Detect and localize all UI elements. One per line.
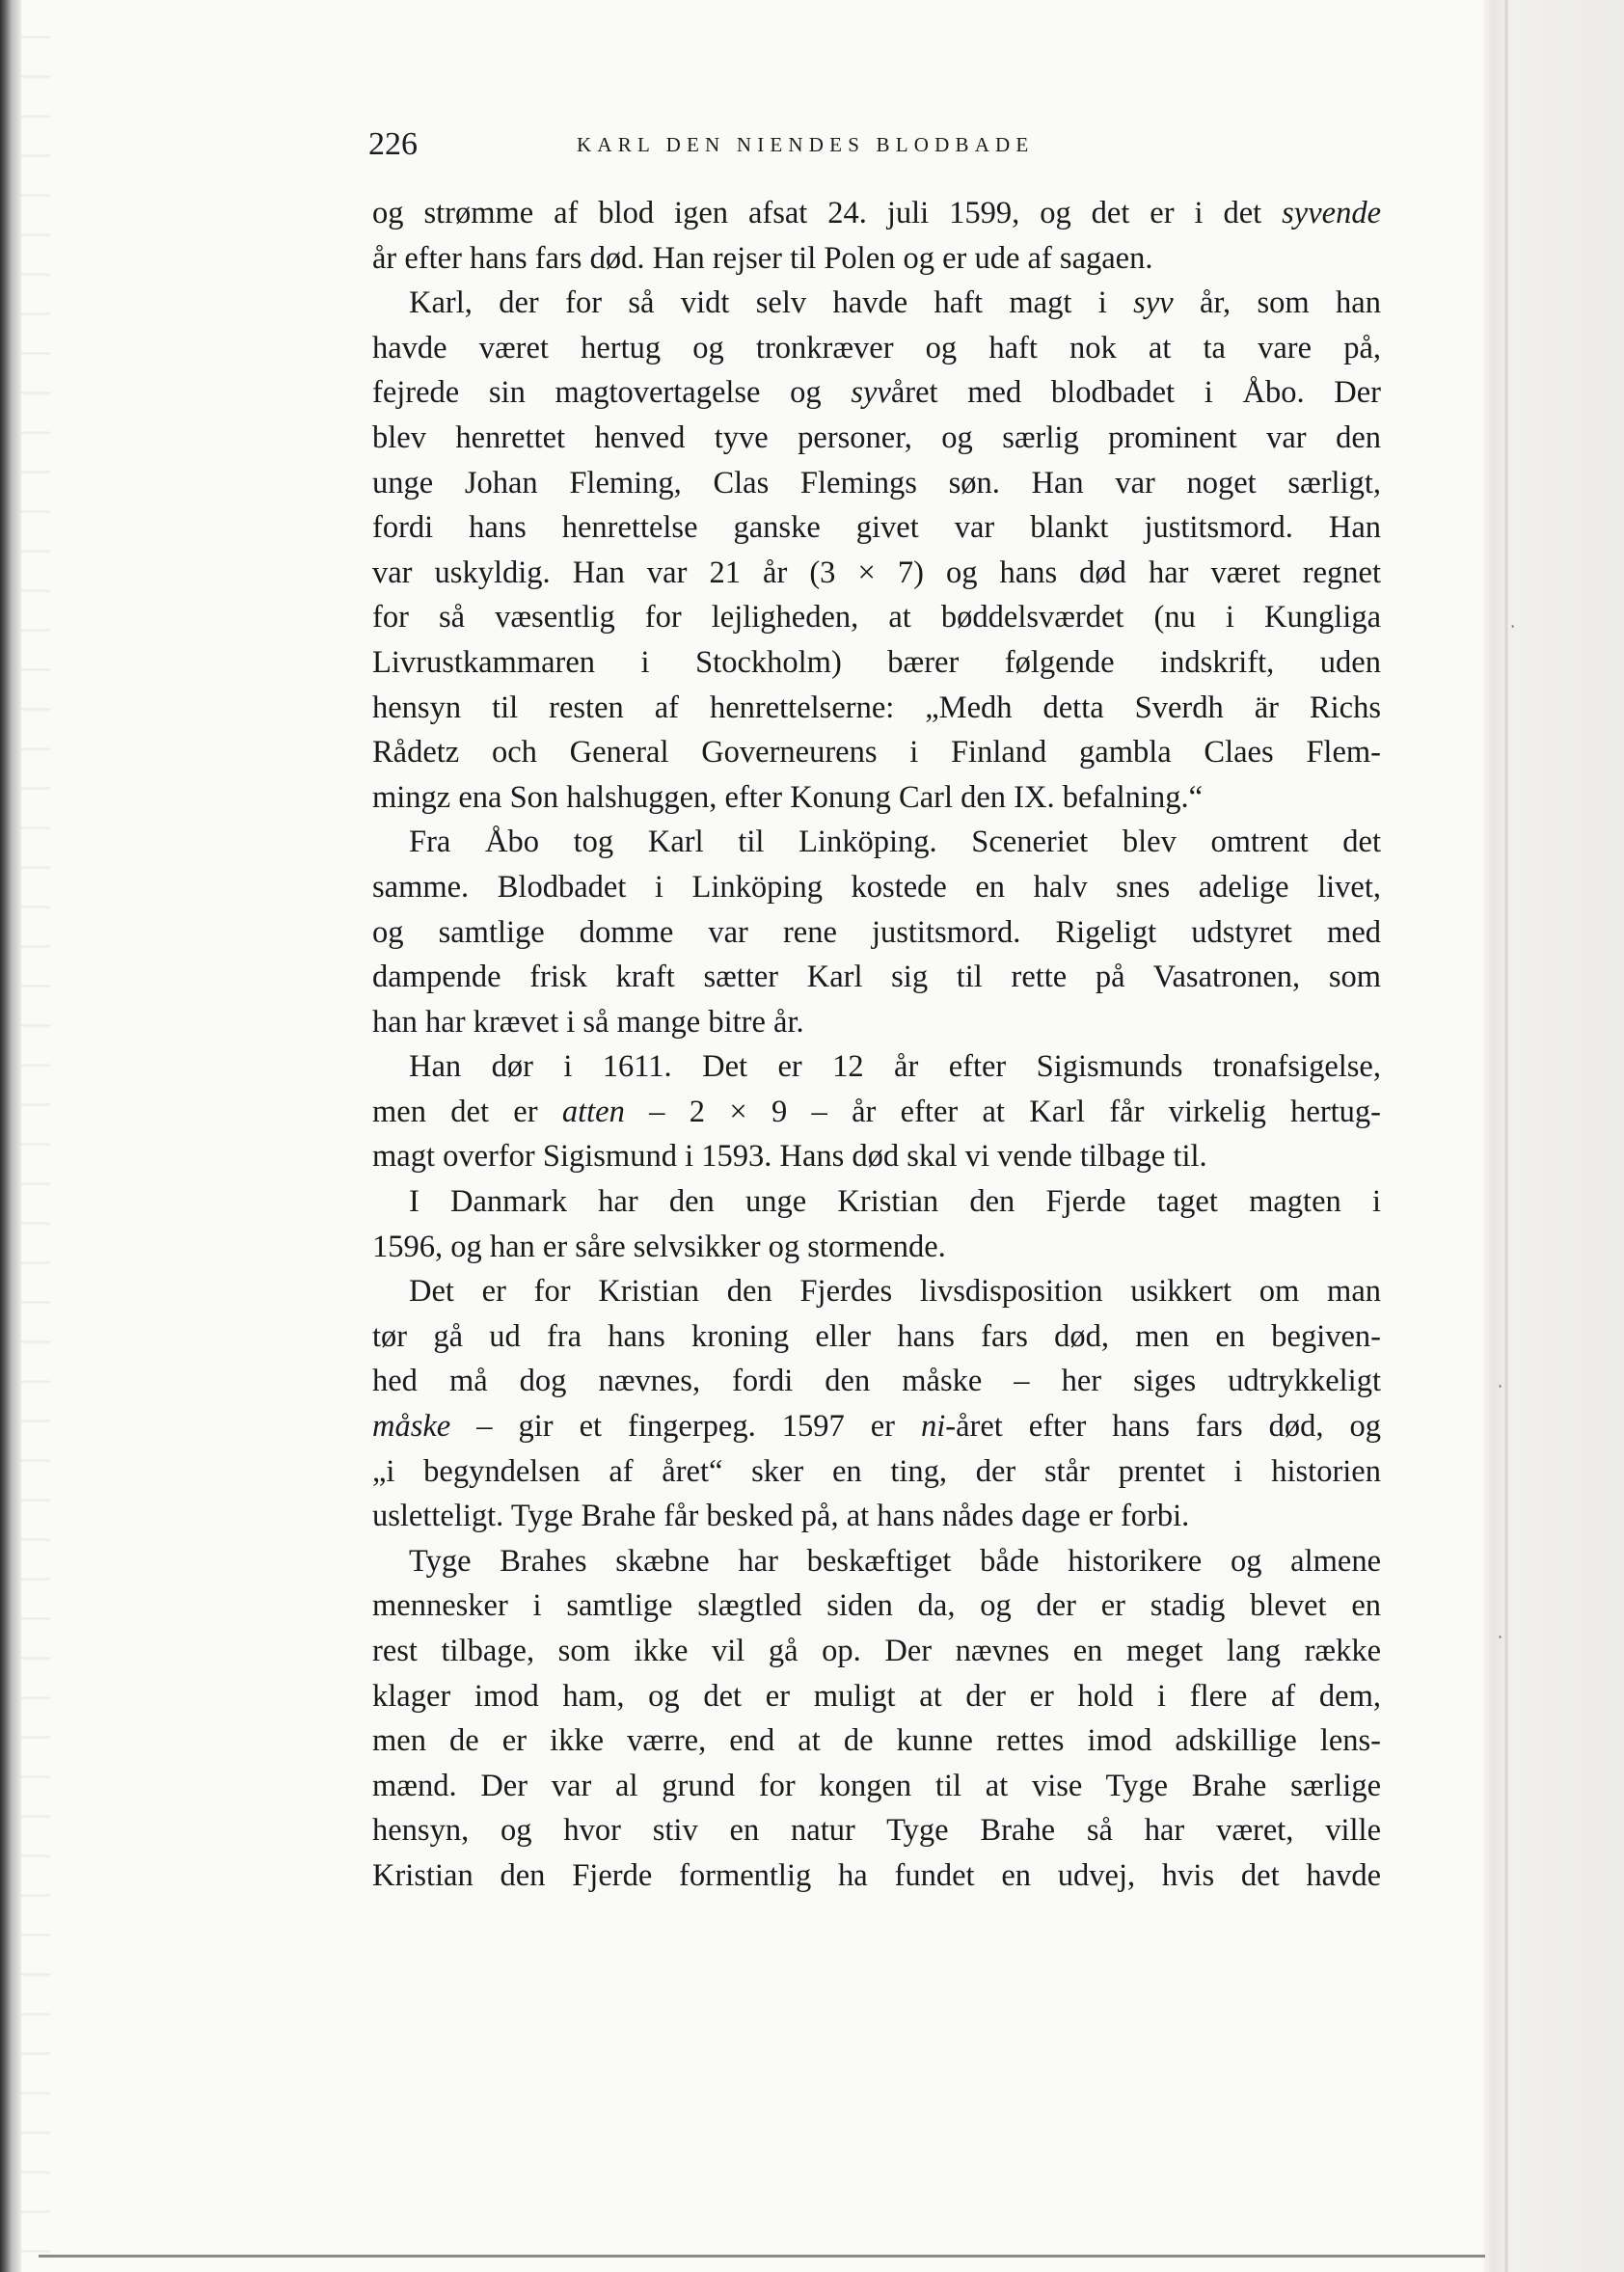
italic-text: atten (561, 1094, 625, 1129)
text-line (372, 1583, 1381, 1629)
italic-text: ni (920, 1409, 946, 1445)
text-run: „i begyndelsen af året“ sker en ting, der står prentet i historien (372, 1453, 1381, 1489)
text-run: 1596, og han er såre selvsikker og stormende. (372, 1229, 946, 1264)
text-line (372, 1359, 1381, 1404)
text-run: uslettеligt. Tyge Brahe får besked på, at hans nådes dage er forbi. (372, 1499, 1190, 1534)
text-run: og samtlige domme var rene justitsmord. Rigeligt udstyret med (372, 914, 1381, 950)
italic-text: syvende (1282, 196, 1381, 230)
text-run: mænd. Der var al grund for kongen til at vise Tyge Brahe særlige (372, 1768, 1381, 1803)
text-run: Fra Åbo tog Karl til Linköping. Sceneriet blev omtrent det (409, 825, 1381, 860)
text-run: tør gå ud fra hans kroning eller hans fars død, men en begiven- (372, 1318, 1381, 1354)
text-run: mingz ena Son halshuggen, efter Konung Carl den IX. befalning.“ (372, 779, 1204, 815)
text-line (372, 236, 1381, 282)
text-run: år efter hans fars død. Han rejser til Polen og er ude af sagaen. (372, 240, 1153, 276)
page-number: 226 (368, 126, 418, 162)
gutter-shadow (1504, 0, 1508, 2272)
text-run: blev henrettet henved tyve personer, og særlig prominent var den (372, 419, 1381, 455)
text-line (372, 1449, 1381, 1495)
text-run: hensyn til resten af henrettelserne: „Medh detta Sverdh är Richs (372, 690, 1381, 725)
text-run: for så væsentlig for lejligheden, at bøddelsværdet (nu i Kungliga (372, 600, 1381, 636)
text-line (372, 1808, 1381, 1853)
text-line (372, 326, 1381, 371)
text-line (372, 281, 1381, 326)
text-line (372, 865, 1381, 910)
text-line (372, 1718, 1381, 1764)
italic-text: syv (851, 375, 891, 411)
text-line (372, 1090, 1381, 1135)
text-line (372, 1764, 1381, 1809)
italic-text: måske (372, 1409, 451, 1445)
text-line (372, 730, 1381, 775)
text-run: men de er ikke værre, end at de kunne rettes imod adskillige lens- (372, 1723, 1381, 1759)
text-line (372, 1179, 1381, 1225)
text-run: magt overfor Sigismund i 1593. Hans død skal vi vende tilbage til. (372, 1139, 1207, 1175)
text-run: han har krævet i så mange bitre år. (372, 1004, 804, 1040)
text-line (372, 775, 1381, 821)
text-run: hensyn, og hvor stiv en natur Tyge Brahe så har været, ville (372, 1813, 1381, 1849)
text-line (372, 595, 1381, 640)
text-line (372, 1044, 1381, 1090)
margin-mark: · (1510, 617, 1516, 636)
text-line (372, 1314, 1381, 1360)
text-run: år, som han (1173, 285, 1381, 321)
text-run: – gir et fingerpeg. 1597 er (450, 1409, 921, 1445)
text-run: havde været hertug og tronkræver og haft nok at ta vare på, (372, 330, 1381, 365)
running-title: KARL DEN NIENDES BLODBADE (577, 133, 1035, 156)
text-run: -året efter hans fars død, og (945, 1409, 1381, 1445)
text-line (372, 505, 1381, 551)
text-line (372, 955, 1381, 1000)
running-head (368, 125, 1429, 164)
text-run: Kristian den Fjerde formentlig ha fundet en udvej, hvis det havde (372, 1857, 1381, 1893)
text-run: Han dør i 1611. Det er 12 år efter Sigismunds tronafsigelse, (409, 1049, 1381, 1085)
text-line (372, 1404, 1381, 1449)
text-line (372, 370, 1381, 416)
text-line (372, 1539, 1381, 1584)
text-line (372, 1269, 1381, 1314)
text-line (372, 820, 1381, 865)
text-line (372, 910, 1381, 956)
text-run: Det er for Kristian den Fjerdes livsdisposition usikkert om man (409, 1274, 1381, 1310)
text-run: var uskyldig. Han var 21 år (3 × 7) og hans død har været regnet (372, 554, 1381, 590)
text-run: rest tilbage, som ikke vil gå op. Der nævnes en meget lang række (372, 1634, 1381, 1668)
text-run: året med blodbadet i Åbo. Der (890, 375, 1381, 411)
text-line (372, 551, 1381, 596)
margin-mark: · (1498, 1377, 1503, 1395)
text-run: unge Johan Fleming, Clas Flemings søn. Han var noget særligt, (372, 465, 1381, 500)
text-run: dampende frisk kraft sætter Karl sig til rette på Vasatronen, som (372, 960, 1381, 995)
text-line (372, 1629, 1381, 1674)
text-line (372, 686, 1381, 731)
text-line (372, 416, 1381, 461)
text-run: men det er (372, 1094, 562, 1129)
text-run: fejrede sin magtovertagelse og (372, 375, 852, 411)
text-line (372, 1494, 1381, 1539)
text-line (372, 461, 1381, 506)
text-line (372, 1225, 1381, 1270)
text-run: Tyge Brahes skæbne har beskæftiget både historikere og almene (409, 1543, 1381, 1579)
text-run: klager imod ham, og det er muligt at der er hold i flere af dem, (372, 1678, 1381, 1714)
margin-mark: · (1498, 1628, 1503, 1646)
text-run: Rådetz och General Governeurens i Finland gambla Claes Flem- (372, 735, 1381, 771)
text-run: samme. Blodbadet i Linköping kostede en halv snes adelige livet, (372, 869, 1381, 905)
text-run: hed må dog nævnes, fordi den måske – her siges udtrykkeligt (372, 1364, 1381, 1399)
text-line (372, 1000, 1381, 1045)
text-line (372, 1674, 1381, 1719)
text-run: Livrustkammaren i Stockholm) bærer følgende indskrift, uden (372, 644, 1381, 680)
text-line (372, 191, 1381, 236)
scan-left-edge-marks (21, 0, 50, 2272)
text-line (372, 1134, 1381, 1179)
italic-text: syv (1133, 285, 1174, 321)
text-run: mennesker i samtlige slægtled siden da, og der er stadig blevet en (372, 1588, 1381, 1624)
scan-bottom-edge (39, 2255, 1485, 2258)
text-line (372, 1853, 1381, 1899)
text-run: – 2 × 9 – år efter at Karl får virkelig hertug- (624, 1094, 1381, 1129)
scan-left-edge (0, 0, 21, 2272)
text-run: Karl, der for så vidt selv havde haft magt i (409, 285, 1134, 321)
body-text (372, 191, 1381, 1899)
text-line (372, 640, 1381, 686)
text-run: fordi hans henrettelse ganske givet var blankt justitsmord. Han (372, 510, 1381, 546)
text-run: og strømme af blod igen afsat 24. juli 1599, og det er i det (372, 196, 1283, 230)
text-run: I Danmark har den unge Kristian den Fjerde taget magten i (409, 1184, 1381, 1220)
